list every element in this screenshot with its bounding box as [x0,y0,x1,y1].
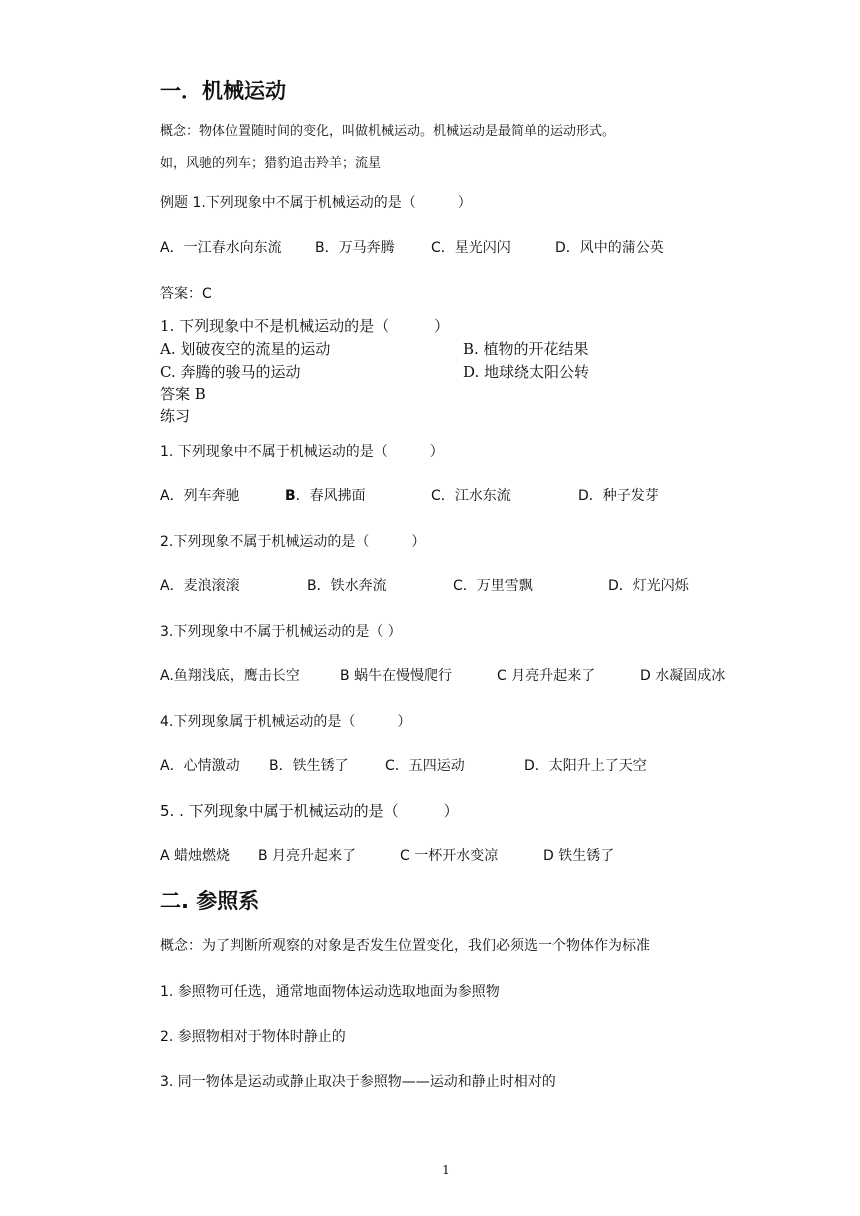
example2-option-a: A. 划破夜空的流星的运动 [160,340,331,358]
example1-option-a: A．一江春水向东流 [160,240,282,256]
practice4-option-a: A．心情激动 [160,758,240,774]
practice3-option-a: A.鱼翔浅底，鹰击长空 [160,668,300,684]
practice4-question: 4.下列现象属于机械运动的是（ ） [160,714,412,730]
example2-option-c: C. 奔腾的骏马的运动 [160,363,301,381]
section-title-mechanical-motion: 一．机械运动 [160,79,286,103]
practice5-option-d: D 铁生锈了 [543,848,615,864]
practice1-option-b [285,485,366,505]
practice2-option-d: D．灯光闪烁 [608,578,689,594]
practice5-question: 5. . 下列现象中属于机械运动的是（ ） [160,802,459,820]
practice4-option-c: C．五四运动 [385,758,465,774]
practice2-option-c: C．万里雪飘 [453,578,533,594]
practice-label: 练习 [160,407,191,425]
practice4-option-d: D．太阳升上了天空 [524,758,647,774]
practice5-option-c: C 一杯开水变凉 [400,848,499,864]
section-title-reference-frame: 二. 参照系 [160,889,260,913]
example1-option-c: C．星光闪闪 [431,240,511,256]
practice3-option-c: C 月亮升起来了 [497,668,596,684]
practice3-question: 3.下列现象中不属于机械运动的是（ ） [160,624,402,640]
page-number: 1 [442,1163,450,1177]
practice2-option-a: A．麦浪滚滚 [160,578,240,594]
practice5-option-b: B 月亮升起来了 [258,848,357,864]
reference-point-2: 2. 参照物相对于物体时静止的 [160,1029,346,1045]
practice1-option-a: A．列车奔驰 [160,488,240,504]
practice1-option-b-text: ．春风拂面 [295,488,366,504]
example1-option-b: B．万马奔腾 [315,240,395,256]
examples-text: 如，风驰的列车；猎豹追击羚羊；流星 [160,156,382,171]
practice1-question: 1. 下列现象中不属于机械运动的是（ ） [160,444,444,460]
example2-option-b: B. 植物的开花结果 [463,340,589,358]
concept-text: 概念：物体位置随时间的变化，叫做机械运动。机械运动是最简单的运动形式。 [160,124,616,139]
practice1-option-d: D．种子发芽 [578,488,659,504]
practice4-option-b: B．铁生锈了 [269,758,349,774]
example2-answer: 答案 B [160,385,206,403]
practice3-option-d: D 水凝固成冰 [640,668,726,684]
reference-point-3: 3. 同一物体是运动或静止取决于参照物——运动和静止时相对的 [160,1074,556,1090]
reference-concept-text: 概念：为了判断所观察的对象是否发生位置变化，我们必须选一个物体作为标准 [160,938,650,954]
practice2-question: 2.下列现象不属于机械运动的是（ ） [160,534,426,550]
reference-point-1: 1. 参照物可任选，通常地面物体运动选取地面为参照物 [160,984,500,1000]
practice5-option-a: A 蜡烛燃烧 [160,848,231,864]
example2-option-d: D. 地球绕太阳公转 [463,363,590,381]
example1-question: 例题 1.下列现象中不属于机械运动的是（ ） [160,195,472,211]
practice2-option-b: B．铁水奔流 [307,578,387,594]
practice1-option-b-letter: B [285,488,296,504]
example1-option-d: D．风中的蒲公英 [555,240,664,256]
practice1-option-c: C．江水东流 [431,488,511,504]
example1-answer: 答案：C [160,286,212,302]
practice3-option-b: B 蜗牛在慢慢爬行 [340,668,453,684]
example2-question: 1. 下列现象中不是机械运动的是（ ） [160,317,450,335]
